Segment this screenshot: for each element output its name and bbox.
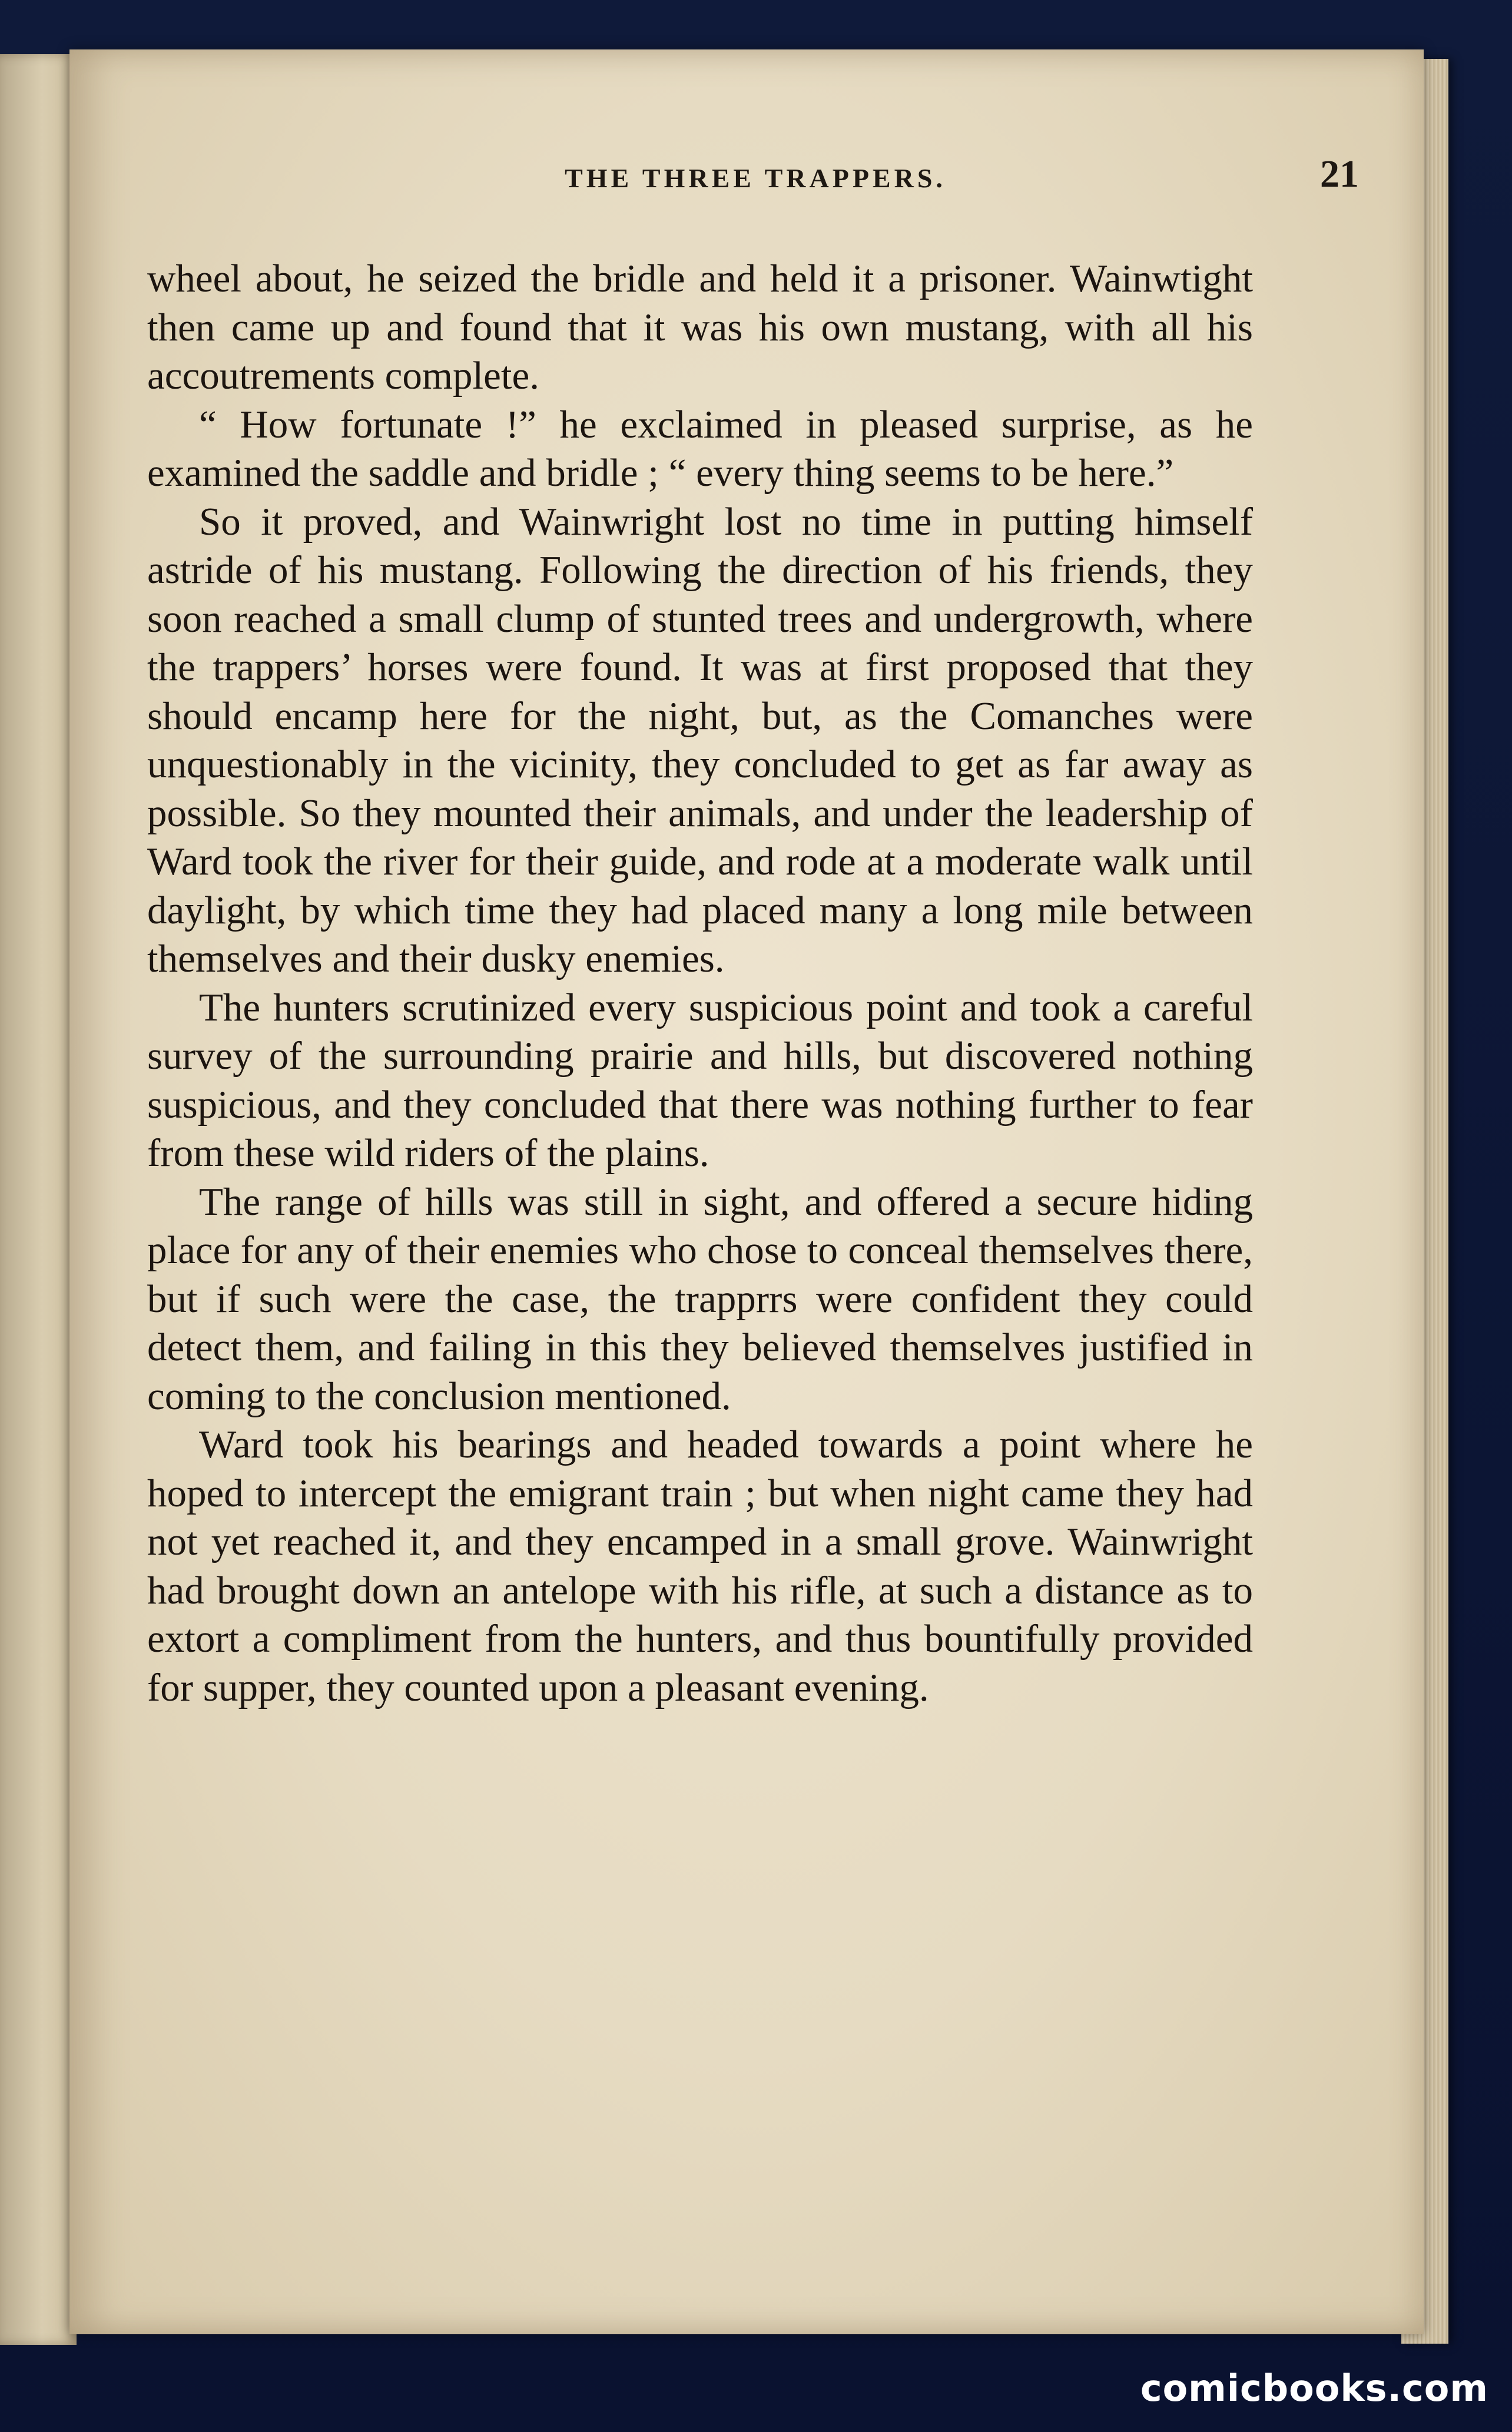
page-number: 21	[1320, 153, 1359, 196]
paragraph: The range of hills was still in sight, and offered a secure hiding place for any of their enemies who chose to conceal themselves there, but if such were the case, the trapprrs were confident they could detect them, and failing in this they believed themselves justified in coming to the conclusion mentioned.	[147, 1179, 1253, 1418]
paragraph: The hunters scrutinized every suspicious point and took a careful survey of the surrounding prairie and hills, but discovered nothing suspicious, and they concluded that there was nothing further to fear from these wild riders of the plains.	[147, 985, 1253, 1175]
paragraph: So it proved, and Wainwright lost no time in putting himself astride of his mustang. Following the direction of his friends, they soon reached a small clump of stunted trees and undergrowth, where the trappers’ horses were found. It was at first proposed that they should encamp here for the night, but, as the Comanches were unquestionably in the vicinity, they concluded to get as far away as possible. So they mounted their animals, and under the leadership of Ward took the river for their guide, and rode at a moderate walk until daylight, by which time they had placed many a long mile between themselves and their dusky enemies.	[147, 499, 1253, 980]
paragraph: “ How fortunate !” he exclaimed in pleased surprise, as he examined the saddle and bridle ; “ every thing seems to be here.”	[147, 402, 1253, 495]
book-page	[69, 49, 1424, 2334]
body-text	[147, 254, 1253, 1712]
paragraph: Ward took his bearings and headed towards a point where he hoped to intercept the emigrant train ; but when night came they had not yet reached it, and they encamped in a small grove. Wainwright had brought down an antelope with his rifle, at such a distance as to extort a compliment from the hunters, and thus bountifully provided for supper, they counted upon a pleasant evening.	[147, 1423, 1253, 1709]
paragraph: wheel about, he seized the bridle and held it a prisoner. Wainwtight then came up and found that it was his own mustang, with all his accoutrements complete.	[147, 257, 1253, 397]
running-head	[152, 152, 1359, 205]
running-title: THE THREE TRAPPERS.	[565, 163, 946, 193]
site-watermark: comicbooks.com	[1140, 2367, 1488, 2410]
previous-page-edge	[0, 54, 77, 2345]
